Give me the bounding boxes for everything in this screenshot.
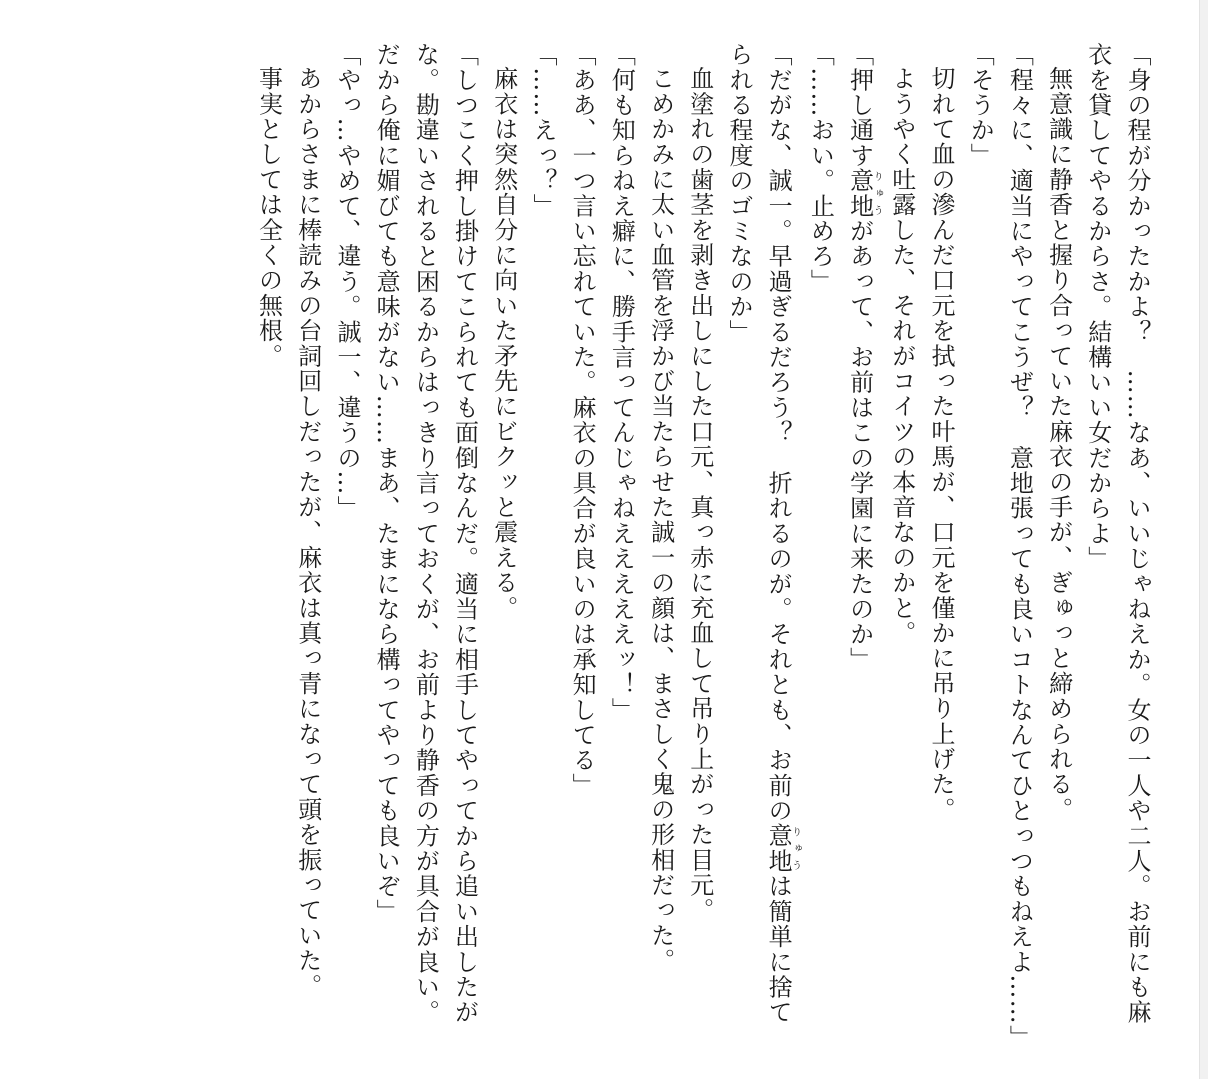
novel-text-body bbox=[248, 42, 1156, 1050]
narration-line: あからさまに棒読みの台詞回しだったが、麻衣は真っ青になって頭を振っていた。 bbox=[293, 66, 322, 999]
ruby-annotation bbox=[845, 168, 883, 219]
text-segment: があって、お前はこの学園に来たのか」 bbox=[845, 218, 874, 673]
dialogue-line: 「……おい。止めろ」 bbox=[806, 42, 835, 294]
dialogue-line-with-ruby bbox=[719, 42, 800, 1042]
dialogue-line: 「しつこく押し掛けてこられても面倒なんだ。適当に相手してやってから追い出したがな。勘違いされると困るからはっきり言っておくが、お前より静香の方が具合が良い。だから俺に媚びても意味がない……まあ、たまになら構ってやっても良いぞ」 bbox=[372, 42, 479, 1025]
ruby-annotation bbox=[764, 823, 801, 874]
dialogue-line: 「ああ、一つ言い忘れていた。麻衣の具合が良いのは承知してる」 bbox=[568, 42, 597, 798]
narration-line: 麻衣は突然自分に向いた矛先にビクッと震える。 bbox=[489, 66, 518, 621]
narration-line: 切れて血の滲んだ口元を拭った叶馬が、口元を僅かに吊り上げた。 bbox=[926, 66, 955, 822]
dialogue-line-with-ruby bbox=[839, 42, 881, 1042]
narration-line: 無意識に静香と握り合っていた麻衣の手が、ぎゅっと締められる。 bbox=[1044, 66, 1073, 822]
dialogue-line: 「身の程が分かったかよ？ ……なあ、いいじゃねえか。女の一人や二人。お前にも麻衣を貸してやるからさ。結構いい女だからよ」 bbox=[1083, 42, 1151, 1025]
dialogue-line: 「何も知らねえ癖に、勝手言ってんじゃねえええええッ！」 bbox=[607, 42, 636, 723]
narration-line: 事実としては全くの無根。 bbox=[254, 66, 283, 369]
text-segment: は簡単に捨てられる程度のゴミなのか」 bbox=[724, 42, 793, 1025]
scrollbar-track[interactable] bbox=[1199, 0, 1208, 1079]
narration-line: 血塗れの歯茎を剥き出しにした口元、真っ赤に充血して吊り上がった目元。 bbox=[685, 66, 714, 923]
ruby-reading: りゅう bbox=[789, 823, 801, 874]
ruby-base: 意地 bbox=[764, 823, 793, 874]
text-segment: 「だがな、誠一。早過ぎるだろう？ 折れるのが。それとも、お前の bbox=[764, 42, 793, 824]
text-segment: 「押し通す bbox=[845, 42, 874, 168]
ruby-reading: りゅう bbox=[871, 168, 883, 219]
dialogue-line: 「そうか」 bbox=[966, 42, 995, 168]
narration-line: ようやく吐露した、それがコイツの本音なのかと。 bbox=[887, 66, 916, 646]
dialogue-line: 「程々に、適当にやってこうぜ？ 意地張っても良いコトなんてひとっつもねえよ……」 bbox=[1005, 42, 1034, 1050]
dialogue-line: 「……えっ？」 bbox=[528, 42, 557, 219]
ruby-base: 意地 bbox=[845, 168, 874, 219]
narration-line: こめかみに太い血管を浮かび当たらせた誠一の顔は、まさしく鬼の形相だった。 bbox=[646, 66, 675, 974]
dialogue-line: 「やっ…やめて、違う。誠一、違うの…」 bbox=[332, 42, 361, 521]
